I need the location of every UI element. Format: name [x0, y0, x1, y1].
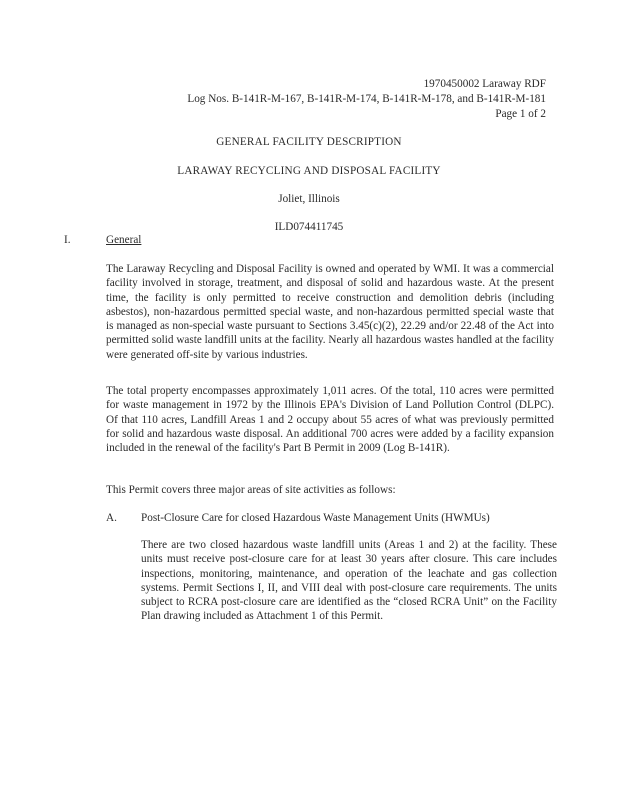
document-title: GENERAL FACILITY DESCRIPTION	[216, 136, 402, 148]
paragraph-post-closure-care: There are two closed hazardous waste landfill units (Areas 1 and 2) at the facility. These units must receive post-closure care for at least 30 years after closure. This care includes inspections, monitoring, maintenance, and operation of the leachate and gas collection systems. Permit Sections I, II, and VIII deal with post-closure care requirements. The units subject to RCRA post-closure care are identified as the “closed RCRA Unit” on the Facility Plan drawing included as Attachment 1 of this Permit.	[141, 539, 557, 623]
facility-name: LARAWAY RECYCLING AND DISPOSAL FACILITY	[177, 165, 441, 177]
header-page-number: Page 1 of 2	[495, 108, 546, 120]
section-heading: General	[106, 234, 142, 246]
section-number: I.	[64, 234, 71, 246]
facility-id: ILD074411745	[274, 221, 344, 233]
subsection-letter: A.	[106, 512, 117, 524]
header-permit-id: 1970450002 Laraway RDF	[423, 78, 546, 90]
paragraph-property: The total property encompasses approximately 1,011 acres. Of the total, 110 acres were permitted for waste management in 1972 by the Illinois EPA's Division of Land Pollution Control (DLPC). Of that 110 acres, Landfill Areas 1 and 2 occupy about 55 acres of what was previously permitted for solid and hazardous waste disposal. An additional 700 acres were added by a facility expansion included in the renewal of the facility's Part B Permit in 2009 (Log B-141R).	[106, 385, 554, 455]
subsection-heading: Post-Closure Care for closed Hazardous Waste Management Units (HWMUs)	[141, 512, 490, 524]
header-log-numbers: Log Nos. B-141R-M-167, B-141R-M-174, B-141R-M-178, and B-141R-M-181	[187, 93, 546, 105]
paragraph-ownership: The Laraway Recycling and Disposal Facility is owned and operated by WMI. It was a commercial facility involved in storage, treatment, and disposal of solid and hazardous waste. At the present time, the facility is only permitted to receive construction and demolition debris (including asbestos), non-hazardous permitted special waste, and non-hazardous permitted special waste that is managed as non-special waste pursuant to Sections 3.45(c)(2), 22.29 and/or 22.48 of the Act into permitted solid waste landfill units at the facility. Nearly all hazardous wastes handled at the facility were generated off-site by various industries.	[106, 263, 554, 361]
facility-location: Joliet, Illinois	[278, 193, 340, 205]
paragraph-activities-intro: This Permit covers three major areas of site activities as follows:	[106, 484, 396, 496]
